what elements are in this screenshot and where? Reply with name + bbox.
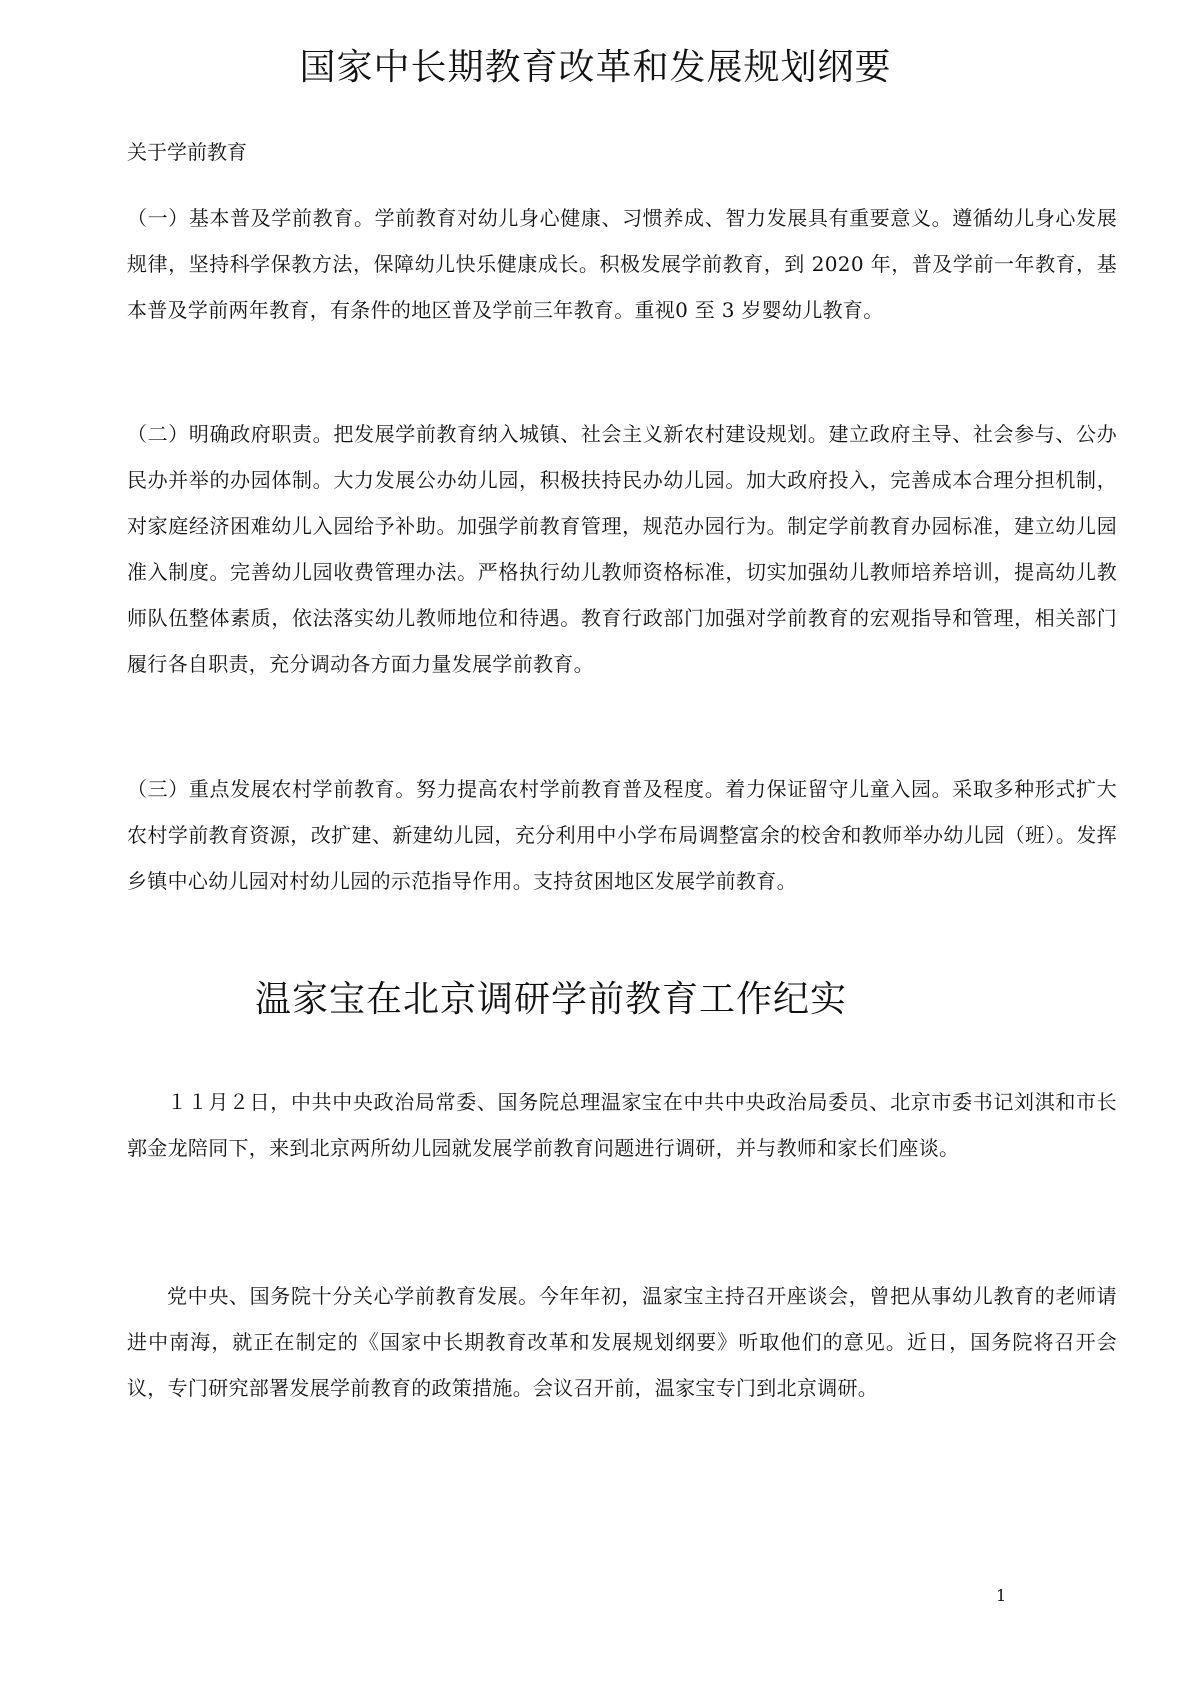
paragraph-1: （一）基本普及学前教育。学前教育对幼儿身心健康、习惯养成、智力发展具有重要意义。遵循幼儿身心发展规律，坚持科学保教方法，保障幼儿快乐健康成长。积极发展学前教育，到 2020 年，普及学前一年教育，基本普及学前两年教育，有条件的地区普及学前三年教育。重视0 至 3 岁婴幼儿教育。 xyxy=(127,206,1117,322)
document-title: 国家中长期教育改革和发展规划纲要 xyxy=(299,47,892,88)
article-paragraph-1: １１月２日，中共中央政治局常委、国务院总理温家宝在中共中央政治局委员、北京市委书记刘淇和市长郭金龙陪同下，来到北京两所幼儿园就发展学前教育问题进行调研，并与教师和家长们座谈。 xyxy=(127,1090,1117,1160)
page-number: 1 xyxy=(996,1586,1007,1605)
article-title: 温家宝在北京调研学前教育工作纪实 xyxy=(255,979,848,1020)
paragraph-3: （三）重点发展农村学前教育。努力提高农村学前教育普及程度。着力保证留守儿童入园。采取多种形式扩大农村学前教育资源，改扩建、新建幼儿园，充分利用中小学布局调整富余的校舍和教师举办幼儿园（班）。发挥乡镇中心幼儿园对村幼儿园的示范指导作用。支持贫困地区发展学前教育。 xyxy=(127,777,1117,893)
article-paragraph-2: 党中央、国务院十分关心学前教育发展。今年年初，温家宝主持召开座谈会，曾把从事幼儿教育的老师请进中南海，就正在制定的《国家中长期教育改革和发展规划纲要》听取他们的意见。近日，国务院将召开会议，专门研究部署发展学前教育的政策措施。会议召开前，温家宝专门到北京调研。 xyxy=(127,1284,1117,1400)
paragraph-2: （二）明确政府职责。把发展学前教育纳入城镇、社会主义新农村建设规划。建立政府主导、社会参与、公办民办并举的办园体制。大力发展公办幼儿园，积极扶持民办幼儿园。加大政府投入，完善成本合理分担机制，对家庭经济困难幼儿入园给予补助。加强学前教育管理，规范办园行为。制定学前教育办园标准，建立幼儿园准入制度。完善幼儿园收费管理办法。严格执行幼儿教师资格标准，切实加强幼儿教师培养培训，提高幼儿教师队伍整体素质，依法落实幼儿教师地位和待遇。教育行政部门加强对学前教育的宏观指导和管理，相关部门履行各自职责，充分调动各方面力量发展学前教育。 xyxy=(127,422,1117,676)
section-heading: 关于学前教育 xyxy=(127,140,247,164)
